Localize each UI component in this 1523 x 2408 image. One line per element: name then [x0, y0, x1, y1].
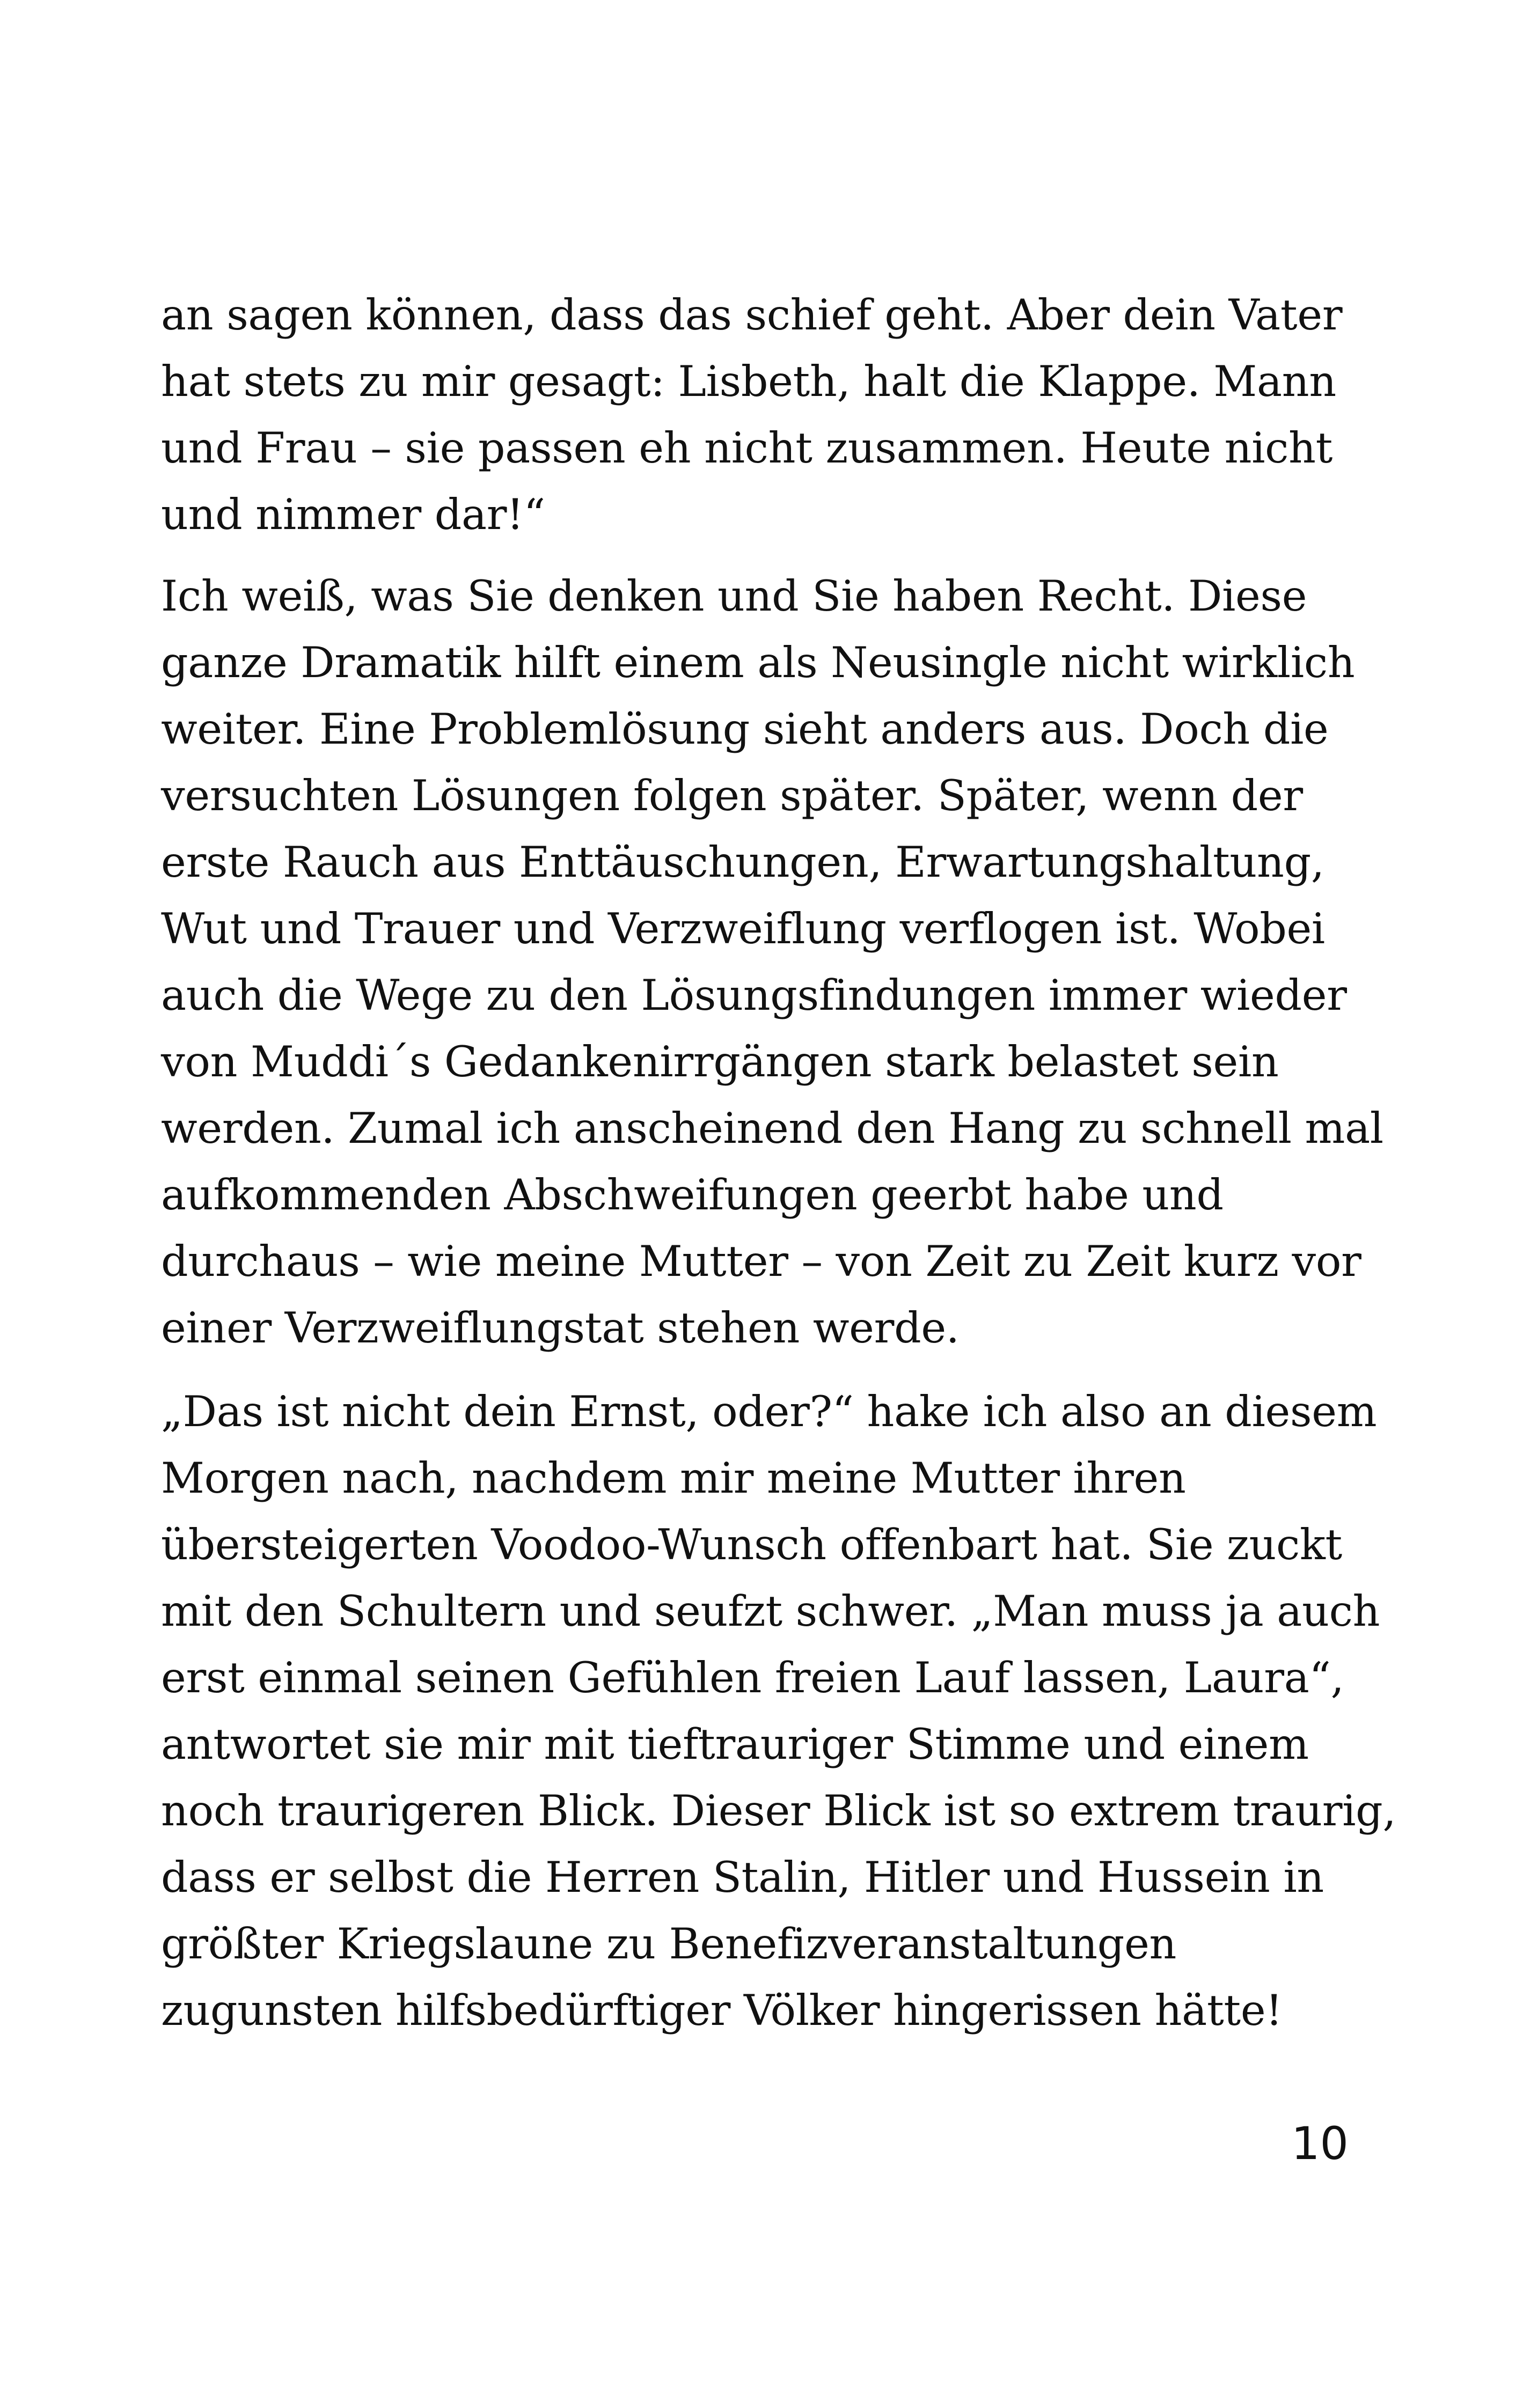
text-line: noch traurigeren Blick. Dieser Blick ist so extrem traurig,: [161, 1786, 1396, 1836]
text-line: hat stets zu mir gesagt: Lisbeth, halt die Klappe. Mann: [161, 357, 1336, 406]
text-line: an sagen können, dass das schief geht. Aber dein Vater: [161, 290, 1343, 340]
text-line: auch die Wege zu den Lösungsfindungen immer wieder: [161, 971, 1347, 1020]
page-number: 10: [1291, 2117, 1349, 2170]
text-line: einer Verzweiflungstat stehen werde.: [161, 1303, 960, 1353]
text-line: mit den Schultern und seufzt schwer. „Man muss ja auch: [161, 1587, 1380, 1636]
text-line: dass er selbst die Herren Stalin, Hitler und Hussein in: [161, 1853, 1324, 1902]
text-line: von Muddi´s Gedankenirrgängen stark belastet sein: [161, 1037, 1279, 1086]
text-line: ganze Dramatik hilft einem als Neusingle nicht wirklich: [161, 638, 1355, 687]
text-line: „Das ist nicht dein Ernst, oder?“ hake ich also an diesem: [161, 1387, 1377, 1436]
text-line: Ich weiß, was Sie denken und Sie haben Recht. Diese: [161, 571, 1307, 621]
text-line: zugunsten hilfsbedürftiger Völker hingerissen hätte!: [161, 1986, 1283, 2035]
text-line: weiter. Eine Problemlösung sieht anders aus. Doch die: [161, 704, 1329, 754]
text-line: durchaus – wie meine Mutter – von Zeit zu Zeit kurz vor: [161, 1237, 1361, 1286]
body-text: [161, 282, 1396, 2044]
text-line: versuchten Lösungen folgen später. Später, wenn der: [161, 771, 1303, 820]
text-line: aufkommenden Abschweifungen geerbt habe und: [161, 1170, 1224, 1220]
paragraph-1: [161, 282, 1363, 548]
text-line: werden. Zumal ich anscheinend den Hang zu schnell mal: [161, 1104, 1383, 1153]
text-line: Wut und Trauer und Verzweiflung verflogen ist. Wobei: [161, 904, 1325, 953]
text-line: und nimmer dar!“: [161, 490, 545, 539]
paragraph-2: [161, 563, 1383, 1361]
text-line: Morgen nach, nachdem mir meine Mutter ihren: [161, 1453, 1186, 1503]
text-line: erst einmal seinen Gefühlen freien Lauf lassen, Laura“,: [161, 1653, 1344, 1702]
text-line: und Frau – sie passen eh nicht zusammen. Heute nicht: [161, 423, 1333, 473]
text-line: größter Kriegslaune zu Benefizveranstaltungen: [161, 1919, 1177, 1969]
paragraph-3: [161, 1378, 1396, 2044]
text-line: antwortet sie mir mit tieftrauriger Stimme und einem: [161, 1720, 1309, 1769]
text-line: erste Rauch aus Enttäuschungen, Erwartungshaltung,: [161, 838, 1324, 887]
text-line: übersteigerten Voodoo-Wunsch offenbart hat. Sie zuckt: [161, 1520, 1342, 1569]
